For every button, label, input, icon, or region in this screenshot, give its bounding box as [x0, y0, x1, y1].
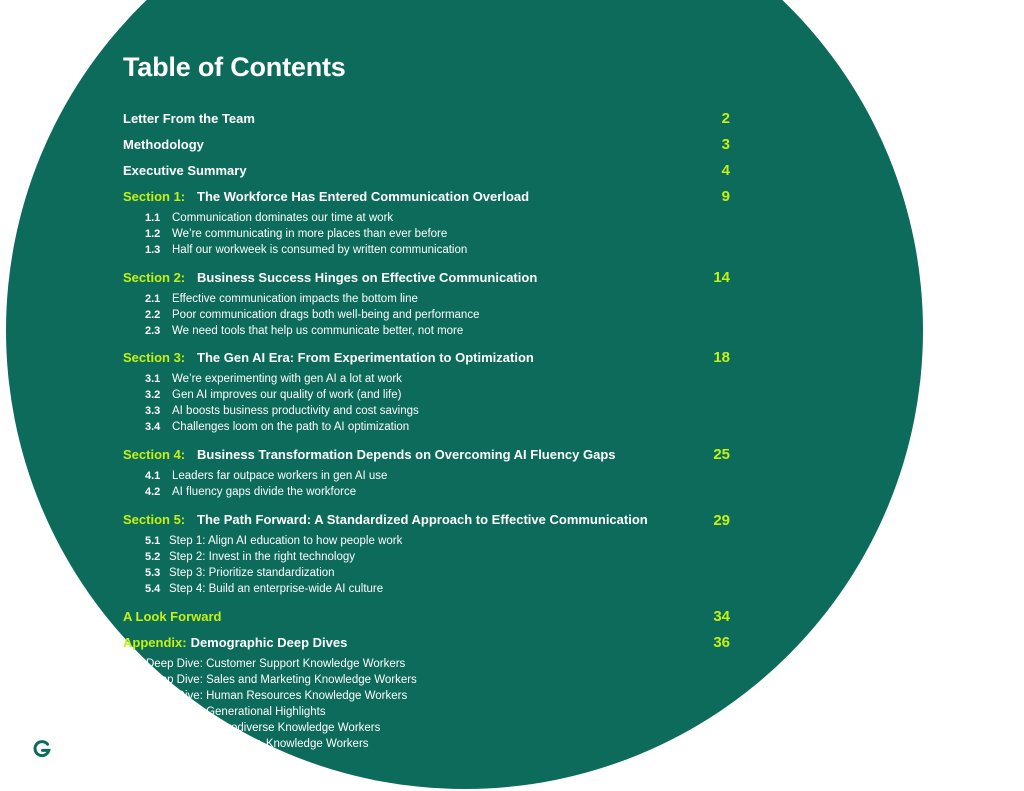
- toc-page-number: 36: [713, 634, 730, 651]
- subentry-number: 4.2: [145, 486, 161, 498]
- subentry-text: Half our workweek is consumed by written communication: [172, 244, 468, 256]
- toc-entry-section-5[interactable]: [123, 512, 730, 532]
- toc-page-number: 14: [713, 269, 730, 286]
- section-label: Appendix:: [123, 635, 187, 650]
- subentry-number: 3.1: [145, 373, 161, 385]
- subentry-number: 5.2: [145, 551, 161, 563]
- toc-entry-title: [123, 270, 537, 285]
- g-logo-icon: [28, 735, 56, 763]
- toc-subentry[interactable]: [145, 567, 335, 583]
- subentry-text: Leaders far outpace workers in gen AI use: [172, 470, 388, 482]
- subentry-text: We’re communicating in more places than ever before: [172, 228, 448, 240]
- deep-dive-item[interactable]: Deep Dive: Customer Support Knowledge Workers: [146, 658, 406, 670]
- toc-entry-title: Letter From the Team: [123, 111, 255, 126]
- toc-subentry[interactable]: [145, 309, 479, 325]
- toc-page-number: 4: [721, 162, 730, 179]
- subentry-text: Gen AI improves our quality of work (and life): [172, 389, 402, 401]
- subentry-number: 5.3: [145, 567, 161, 579]
- toc-subentry[interactable]: [145, 325, 463, 341]
- section-label: Section 2:: [123, 270, 186, 285]
- toc-entry-letter[interactable]: [123, 111, 730, 131]
- section-title: The Workforce Has Entered Communication Overload: [197, 189, 530, 204]
- deep-dive-item[interactable]: Deep Dive: Generational Highlights: [146, 706, 326, 718]
- section-label: Section 5:: [123, 512, 186, 527]
- subentry-number: 5.4: [145, 583, 161, 595]
- toc-subentry[interactable]: [145, 535, 402, 551]
- toc-page-number: 2: [721, 110, 730, 127]
- section-title: The Gen AI Era: From Experimentation to Optimization: [197, 350, 534, 365]
- subentry-text: Step 3: Prioritize standardization: [169, 567, 335, 579]
- subentry-number: 4.1: [145, 470, 161, 482]
- toc-subentry[interactable]: [145, 421, 409, 437]
- subentry-number: 5.1: [145, 535, 161, 547]
- toc-entry-title: [123, 447, 616, 462]
- toc-entry-title: Methodology: [123, 137, 204, 152]
- subentry-text: AI boosts business productivity and cost savings: [172, 405, 419, 417]
- toc-subentry[interactable]: [145, 551, 355, 567]
- toc-entry-methodology[interactable]: [123, 137, 730, 157]
- toc-entry-section-4[interactable]: [123, 447, 730, 467]
- toc-page-number: 9: [721, 188, 730, 205]
- toc-entry-executive-summary[interactable]: [123, 163, 730, 183]
- subentry-text: Effective communication impacts the bottom line: [172, 293, 418, 305]
- subentry-text: AI fluency gaps divide the workforce: [172, 486, 357, 498]
- toc-entry-title: [123, 189, 529, 204]
- toc-subentry[interactable]: [145, 212, 393, 228]
- subentry-number: 3.4: [145, 421, 161, 433]
- toc-entry-appendix[interactable]: [123, 635, 730, 655]
- toc-subentry[interactable]: [145, 389, 401, 405]
- subentry-number: 1.2: [145, 228, 161, 240]
- toc-page-number: 29: [713, 512, 730, 529]
- toc-subentry[interactable]: [145, 486, 356, 502]
- toc-page-number: 34: [713, 608, 730, 625]
- subentry-number: 3.2: [145, 389, 161, 401]
- subentry-text: Communication dominates our time at work: [172, 212, 394, 224]
- toc-page-number: 18: [713, 349, 730, 366]
- deep-dive-item[interactable]: Deep Dive: LGBTQIA+ Knowledge Workers: [146, 738, 369, 750]
- subentry-text: We need tools that help us communicate better, not more: [172, 325, 464, 337]
- toc-subentry[interactable]: [145, 405, 419, 421]
- deep-dive-item[interactable]: Deep Dive: Human Resources Knowledge Workers: [146, 690, 408, 702]
- subentry-number: 1.1: [145, 212, 161, 224]
- subentry-number: 2.3: [145, 325, 161, 337]
- toc-entry-look-forward[interactable]: [123, 609, 730, 629]
- subentry-text: Step 2: Invest in the right technology: [169, 551, 356, 563]
- section-label: Section 3:: [123, 350, 186, 365]
- subentry-text: Step 1: Align AI education to how people work: [169, 535, 403, 547]
- section-title: Demographic Deep Dives: [190, 635, 348, 650]
- toc-subentry[interactable]: [145, 373, 402, 389]
- subentry-number: 3.3: [145, 405, 161, 417]
- subentry-text: Poor communication drags both well-being and performance: [172, 309, 480, 321]
- section-label: Section 4:: [123, 447, 186, 462]
- section-title: Business Transformation Depends on Overcoming AI Fluency Gaps: [197, 447, 616, 462]
- section-title: The Path Forward: A Standardized Approach to Effective Communication: [197, 512, 648, 527]
- toc-entry-title: Executive Summary: [123, 163, 247, 178]
- toc-entry-section-2[interactable]: [123, 270, 730, 290]
- toc-entry-section-1[interactable]: [123, 189, 730, 209]
- subentry-number: 2.2: [145, 309, 161, 321]
- toc-entry-section-3[interactable]: [123, 350, 730, 370]
- subentry-text: Challenges loom on the path to AI optimization: [172, 421, 410, 433]
- toc-subentry[interactable]: [145, 583, 383, 599]
- deep-dive-item[interactable]: Deep Dive: Neurodiverse Knowledge Workers: [146, 722, 381, 734]
- toc-subentry[interactable]: [145, 470, 387, 486]
- subentry-text: Step 4: Build an enterprise-wide AI culture: [169, 583, 384, 595]
- section-title: Business Success Hinges on Effective Communication: [197, 270, 538, 285]
- toc-entry-title: [123, 512, 648, 527]
- section-label: Section 1:: [123, 189, 186, 204]
- toc-entry-title: A Look Forward: [123, 609, 222, 624]
- subentry-number: 2.1: [145, 293, 161, 305]
- subentry-number: 1.3: [145, 244, 161, 256]
- toc-page-number: 25: [713, 446, 730, 463]
- toc-subentry[interactable]: [145, 244, 467, 260]
- toc-subentry[interactable]: [145, 293, 418, 309]
- page-title: Table of Contents: [123, 52, 346, 82]
- deep-dive-item[interactable]: Deep Dive: Sales and Marketing Knowledge Workers: [146, 674, 417, 686]
- toc-entry-title: [123, 350, 534, 365]
- subentry-text: We’re experimenting with gen AI a lot at work: [172, 373, 402, 385]
- toc-entry-title: [123, 635, 347, 650]
- toc-page-number: 3: [721, 136, 730, 153]
- toc-subentry[interactable]: [145, 228, 447, 244]
